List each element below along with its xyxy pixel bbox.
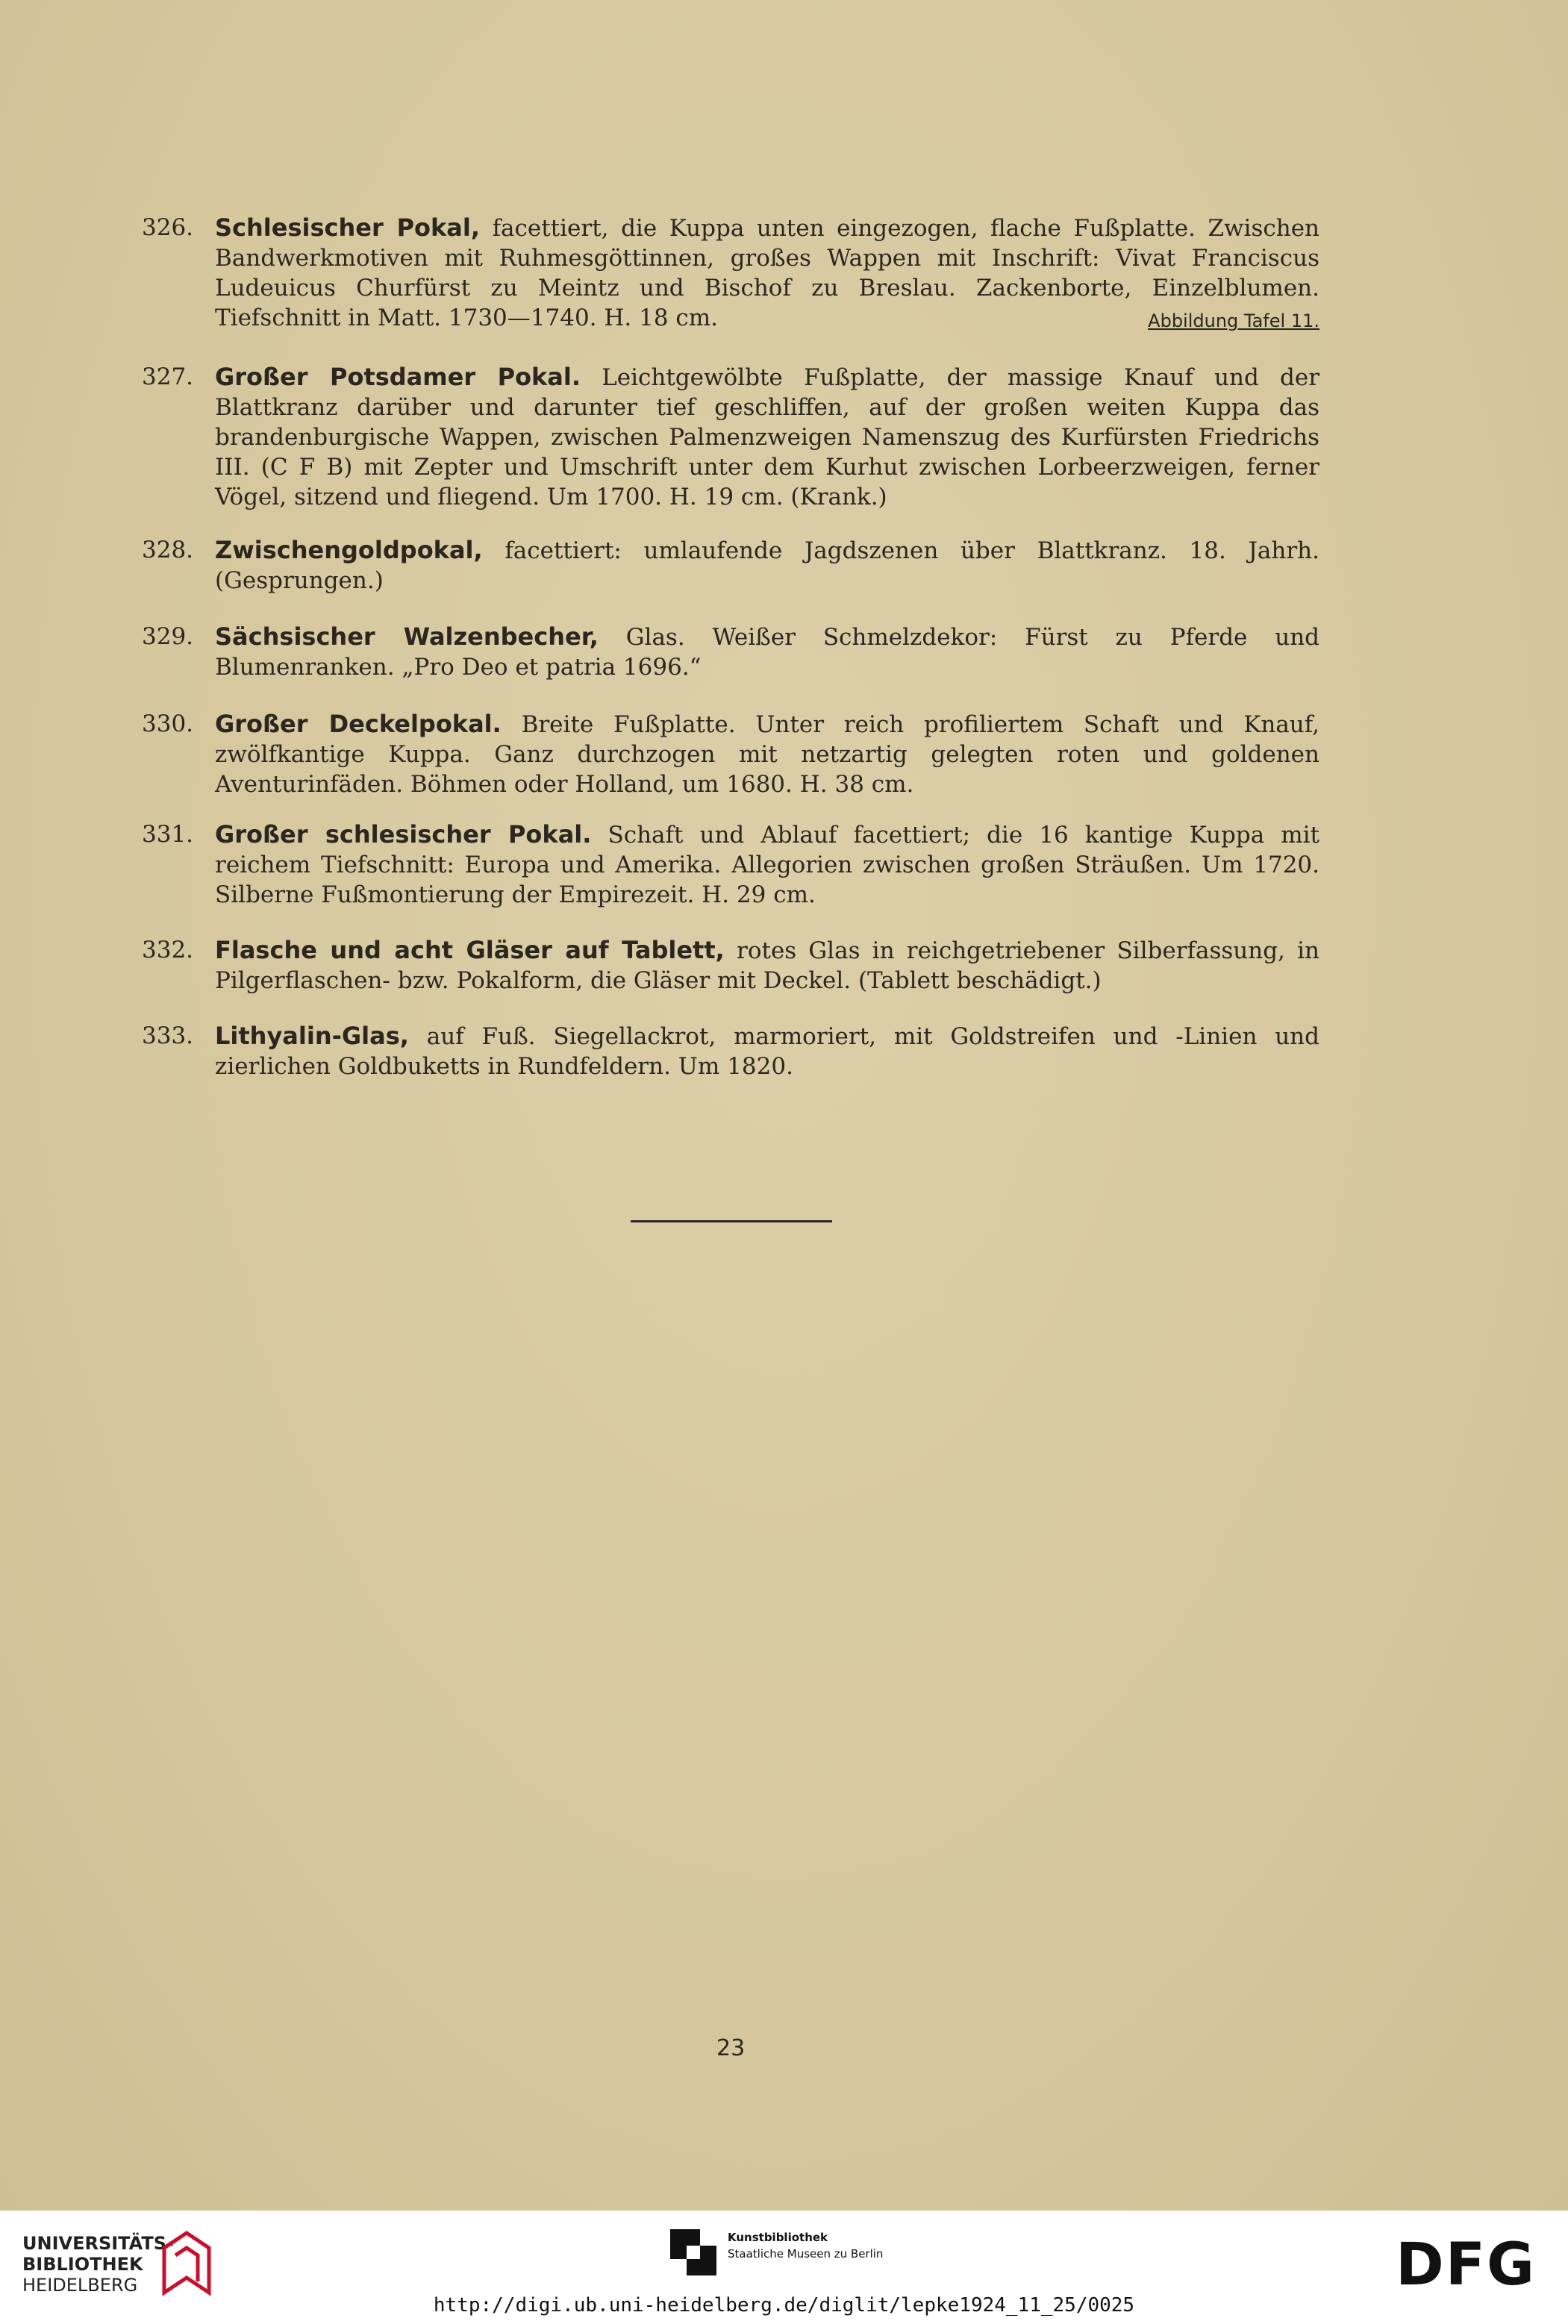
ub-line-2: BIBLIOTHEK [22, 2254, 143, 2275]
entry-number: 333. [142, 1022, 194, 1049]
entry-title: Schlesischer Pokal, [215, 213, 481, 242]
entry-text: Leichtgewölbte Fußplatte, der massige Knauf und der Blattkranz darüber und darunter tief geschliffen, auf der großen weiten Kuppa das brandenburgische Wappen, zwischen Palmenzweigen Namenszug des Kurfürsten Friedrichs III. (C F B) mit Zepter und Umschrift unter dem Kurhut zwischen Lorbeerzweigen, ferner Vögel, sitzend und fliegend. Um 1700. H. 19 cm. (Krank.) [215, 364, 1320, 510]
entry-title: Großer schlesischer Pokal. [215, 820, 592, 849]
separator-rule [631, 1220, 832, 1222]
entry-number: 326. [142, 214, 194, 241]
catalog-entry-327 [142, 362, 1319, 512]
entry-text: facettiert, die Kuppa unten eingezogen, flache Fußplatte. Zwischen Bandwerkmotiven mit Ruhmesgöttinnen, großes Wappen mit Inschrift: Vivat Franciscus Ludeuicus Churfürst zu Meintz und Bischof zu Breslau. Zackenborte, Einzelblumen. Tiefschnitt in Matt. 1730—1740. H. 18 cm. [215, 215, 1320, 331]
entry-number: 331. [142, 821, 194, 848]
catalog-entry-326 [142, 213, 1319, 336]
entry-number: 332. [142, 937, 194, 963]
catalog-entry-332 [142, 935, 1319, 996]
ub-line-1: UNIVERSITÄTS- [22, 2233, 175, 2254]
entry-title: Flasche und acht Gläser auf Tablett, [215, 936, 725, 964]
ub-line-3: HEIDELBERG [22, 2275, 138, 2296]
entry-text: auf Fuß. Siegellackrot, marmoriert, mit Goldstreifen und -Linien und zierlichen Goldbuketts in Rundfeldern. Um 1820. [215, 1023, 1319, 1080]
dfg-logo: DFG [1396, 2231, 1537, 2299]
catalog-entry-330 [142, 709, 1319, 799]
entry-number: 329. [142, 623, 194, 650]
catalog-entry-331 [142, 819, 1319, 910]
page-number: 23 [716, 2035, 746, 2061]
entry-title: Großer Potsdamer Pokal. [215, 363, 581, 391]
entry-title: Zwischengoldpokal, [215, 536, 483, 564]
entry-text: facettiert: umlaufende Jagdszenen über Blattkranz. 18. Jahrh. (Gesprungen.) [215, 537, 1319, 594]
entry-number: 328. [142, 537, 194, 563]
ub-logo-icon [157, 2225, 216, 2300]
plate-reference: Abbildung Tafel 11. [1148, 310, 1319, 331]
entry-title: Großer Deckelpokal. [215, 710, 502, 738]
digitization-footer [0, 2211, 1568, 2324]
entry-title: Sächsischer Walzenbecher, [215, 622, 599, 651]
source-url[interactable]: http://digi.ub.uni-heidelberg.de/diglit/lepke1924_11_25/0025 [433, 2294, 1135, 2317]
entry-number: 330. [142, 710, 194, 737]
catalog-entry-333 [142, 1021, 1319, 1081]
entry-text: Glas. Weißer Schmelzdekor: Fürst zu Pferde und Blumenranken. „Pro Deo et patria 1696.“ [215, 624, 1319, 681]
entry-text: Breite Fußplatte. Unter reich profiliertem Schaft und Knauf, zwölfkantige Kuppa. Ganz durchzogen mit netzartig gelegten roten und goldenen Aventurinfäden. Böhmen oder Holland, um 1680. H. 38 cm. [215, 711, 1319, 798]
kb-line-1: Kunstbibliothek [728, 2231, 828, 2244]
ub-heidelberg-wordmark [22, 2233, 174, 2296]
kb-line-2: Staatliche Museen zu Berlin [728, 2247, 884, 2261]
entry-text: rotes Glas in reichgetriebener Silberfassung, in Pilgerflaschen- bzw. Pokalform, die Gläser mit Deckel. (Tablett beschädigt.) [215, 937, 1320, 994]
entry-title: Lithyalin-Glas, [215, 1022, 409, 1050]
entry-number: 327. [142, 363, 194, 390]
catalog-entry-328 [142, 535, 1319, 596]
catalog-entry-329 [142, 622, 1319, 682]
entry-text: Schaft und Ablauf facettiert; die 16 kantige Kuppa mit reichem Tiefschnitt: Europa und Amerika. Allegorien zwischen großen Sträußen. Um 1720. Silberne Fußmontierung der Empirezeit. H. 29 cm. [215, 822, 1320, 908]
kunstbibliothek-text [728, 2229, 883, 2262]
kunstbibliothek-logo-icon [670, 2229, 716, 2275]
